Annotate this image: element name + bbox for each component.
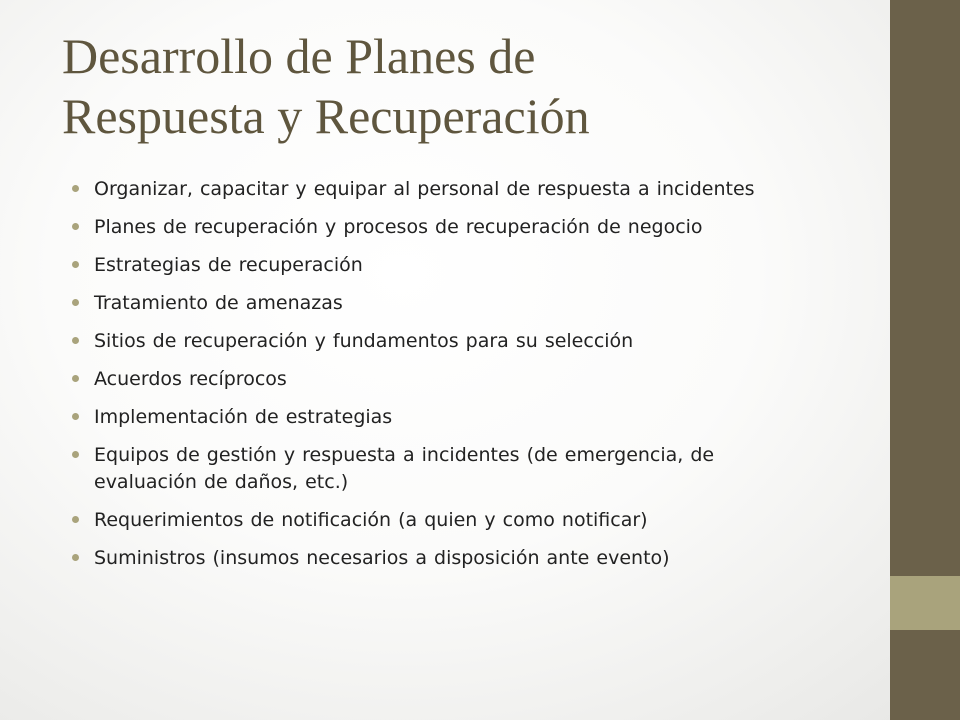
bullet-text: Planes de recuperación y procesos de recuperación de negocio (94, 216, 703, 238)
bullet-item (72, 442, 812, 496)
bullet-dot-icon (72, 299, 79, 306)
decorative-side-accent (890, 576, 960, 630)
bullet-dot-icon (72, 554, 79, 561)
bullet-text: Tratamiento de amenazas (94, 292, 343, 314)
bullet-list (72, 176, 812, 583)
bullet-text: Organizar, capacitar y equipar al personal de respuesta a incidentes (94, 178, 755, 200)
bullet-dot-icon (72, 223, 79, 230)
bullet-text: Estrategias de recuperación (94, 254, 363, 276)
slide-title-line-2: Respuesta y Recuperación (62, 88, 590, 144)
bullet-dot-icon (72, 185, 79, 192)
bullet-item (72, 290, 812, 317)
bullet-item (72, 252, 812, 279)
bullet-item (72, 507, 812, 534)
bullet-dot-icon (72, 451, 79, 458)
slide-title (62, 26, 862, 146)
bullet-item (72, 176, 812, 203)
bullet-text: Implementación de estrategias (94, 406, 393, 428)
bullet-item (72, 366, 812, 393)
bullet-dot-icon (72, 337, 79, 344)
bullet-dot-icon (72, 413, 79, 420)
bullet-text: Suministros (insumos necesarios a disposición ante evento) (94, 547, 670, 569)
bullet-item (72, 328, 812, 355)
bullet-dot-icon (72, 261, 79, 268)
bullet-item (72, 545, 812, 572)
bullet-text: Acuerdos recíprocos (94, 368, 287, 390)
bullet-dot-icon (72, 375, 79, 382)
bullet-text: Equipos de gestión y respuesta a incidentes (de emergencia, de evaluación de daños, etc.) (94, 444, 715, 493)
bullet-text: Sitios de recuperación y fundamentos para su selección (94, 330, 634, 352)
bullet-item (72, 404, 812, 431)
bullet-item (72, 214, 812, 241)
slide-title-line-1: Desarrollo de Planes de (62, 28, 536, 84)
bullet-text: Requerimientos de notificación (a quien y como notificar) (94, 509, 648, 531)
bullet-dot-icon (72, 516, 79, 523)
